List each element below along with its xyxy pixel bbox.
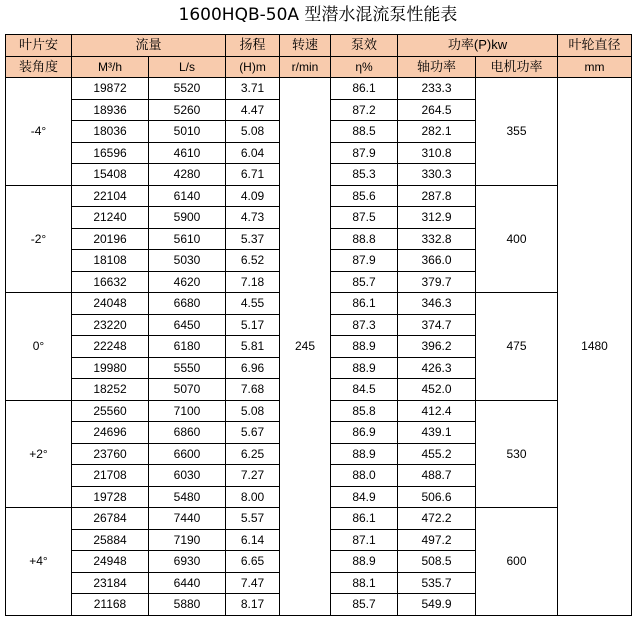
flow-ls-cell: 5550 bbox=[149, 357, 226, 379]
flow-m3h-cell: 16596 bbox=[72, 142, 149, 164]
flow-ls-cell: 5030 bbox=[149, 250, 226, 272]
shaft-power-cell: 396.2 bbox=[398, 336, 476, 358]
flow-ls-cell: 6930 bbox=[149, 551, 226, 573]
flow-ls-cell: 4620 bbox=[149, 271, 226, 293]
header-head: 扬程 bbox=[226, 35, 280, 57]
efficiency-cell: 85.8 bbox=[331, 400, 398, 422]
header-head-unit: (H)m bbox=[226, 56, 280, 78]
flow-ls-cell: 6860 bbox=[149, 422, 226, 444]
shaft-power-cell: 455.2 bbox=[398, 443, 476, 465]
efficiency-cell: 87.1 bbox=[331, 529, 398, 551]
efficiency-cell: 86.1 bbox=[331, 293, 398, 315]
shaft-power-cell: 452.0 bbox=[398, 379, 476, 401]
shaft-power-cell: 312.9 bbox=[398, 207, 476, 229]
head-cell: 8.00 bbox=[226, 486, 280, 508]
shaft-power-cell: 264.5 bbox=[398, 99, 476, 121]
shaft-power-cell: 330.3 bbox=[398, 164, 476, 186]
flow-m3h-cell: 18936 bbox=[72, 99, 149, 121]
head-cell: 4.55 bbox=[226, 293, 280, 315]
flow-m3h-cell: 23220 bbox=[72, 314, 149, 336]
shaft-power-cell: 497.2 bbox=[398, 529, 476, 551]
efficiency-cell: 87.9 bbox=[331, 250, 398, 272]
flow-m3h-cell: 19872 bbox=[72, 78, 149, 100]
flow-m3h-cell: 15408 bbox=[72, 164, 149, 186]
head-cell: 3.71 bbox=[226, 78, 280, 100]
header-blade-angle-2: 装角度 bbox=[6, 56, 72, 78]
header-flow: 流量 bbox=[72, 35, 226, 57]
flow-ls-cell: 4610 bbox=[149, 142, 226, 164]
efficiency-cell: 87.5 bbox=[331, 207, 398, 229]
flow-ls-cell: 6680 bbox=[149, 293, 226, 315]
shaft-power-cell: 412.4 bbox=[398, 400, 476, 422]
shaft-power-cell: 535.7 bbox=[398, 572, 476, 594]
blade-angle-cell: +2° bbox=[6, 400, 72, 508]
shaft-power-cell: 439.1 bbox=[398, 422, 476, 444]
header-blade-angle: 叶片安 bbox=[6, 35, 72, 57]
efficiency-cell: 86.1 bbox=[331, 508, 398, 530]
blade-angle-cell: -2° bbox=[6, 185, 72, 293]
flow-ls-cell: 5520 bbox=[149, 78, 226, 100]
efficiency-cell: 86.9 bbox=[331, 422, 398, 444]
flow-ls-cell: 7440 bbox=[149, 508, 226, 530]
shaft-power-cell: 488.7 bbox=[398, 465, 476, 487]
head-cell: 5.08 bbox=[226, 400, 280, 422]
speed-cell: 245 bbox=[280, 78, 331, 616]
head-cell: 6.96 bbox=[226, 357, 280, 379]
motor-power-cell: 530 bbox=[476, 400, 558, 508]
head-cell: 6.14 bbox=[226, 529, 280, 551]
efficiency-cell: 86.1 bbox=[331, 78, 398, 100]
head-cell: 4.73 bbox=[226, 207, 280, 229]
flow-m3h-cell: 18108 bbox=[72, 250, 149, 272]
header-speed: 转速 bbox=[280, 35, 331, 57]
flow-m3h-cell: 23184 bbox=[72, 572, 149, 594]
efficiency-cell: 87.9 bbox=[331, 142, 398, 164]
performance-table bbox=[5, 34, 632, 616]
efficiency-cell: 87.3 bbox=[331, 314, 398, 336]
flow-m3h-cell: 22104 bbox=[72, 185, 149, 207]
head-cell: 5.67 bbox=[226, 422, 280, 444]
efficiency-cell: 84.9 bbox=[331, 486, 398, 508]
shaft-power-cell: 508.5 bbox=[398, 551, 476, 573]
header-speed-unit: r/min bbox=[280, 56, 331, 78]
efficiency-cell: 88.1 bbox=[331, 572, 398, 594]
header-motor-power: 电机功率 bbox=[476, 56, 558, 78]
blade-angle-cell: +4° bbox=[6, 508, 72, 616]
efficiency-cell: 84.5 bbox=[331, 379, 398, 401]
flow-ls-cell: 6140 bbox=[149, 185, 226, 207]
flow-m3h-cell: 24048 bbox=[72, 293, 149, 315]
shaft-power-cell: 332.8 bbox=[398, 228, 476, 250]
header-efficiency-unit: η% bbox=[331, 56, 398, 78]
head-cell: 4.47 bbox=[226, 99, 280, 121]
motor-power-cell: 475 bbox=[476, 293, 558, 401]
flow-m3h-cell: 21240 bbox=[72, 207, 149, 229]
flow-m3h-cell: 18252 bbox=[72, 379, 149, 401]
header-flow-m3h: M³/h bbox=[72, 56, 149, 78]
flow-ls-cell: 6450 bbox=[149, 314, 226, 336]
flow-m3h-cell: 23760 bbox=[72, 443, 149, 465]
head-cell: 5.37 bbox=[226, 228, 280, 250]
head-cell: 6.71 bbox=[226, 164, 280, 186]
blade-angle-cell: 0° bbox=[6, 293, 72, 401]
shaft-power-cell: 506.6 bbox=[398, 486, 476, 508]
flow-m3h-cell: 25884 bbox=[72, 529, 149, 551]
flow-ls-cell: 5880 bbox=[149, 594, 226, 616]
flow-ls-cell: 5610 bbox=[149, 228, 226, 250]
shaft-power-cell: 472.2 bbox=[398, 508, 476, 530]
flow-ls-cell: 5900 bbox=[149, 207, 226, 229]
flow-m3h-cell: 16632 bbox=[72, 271, 149, 293]
head-cell: 5.17 bbox=[226, 314, 280, 336]
flow-ls-cell: 7100 bbox=[149, 400, 226, 422]
head-cell: 6.52 bbox=[226, 250, 280, 272]
header-flow-ls: L/s bbox=[149, 56, 226, 78]
head-cell: 6.25 bbox=[226, 443, 280, 465]
flow-m3h-cell: 26784 bbox=[72, 508, 149, 530]
head-cell: 7.68 bbox=[226, 379, 280, 401]
efficiency-cell: 85.3 bbox=[331, 164, 398, 186]
flow-ls-cell: 7190 bbox=[149, 529, 226, 551]
head-cell: 8.17 bbox=[226, 594, 280, 616]
flow-m3h-cell: 18036 bbox=[72, 121, 149, 143]
motor-power-cell: 400 bbox=[476, 185, 558, 293]
shaft-power-cell: 549.9 bbox=[398, 594, 476, 616]
impeller-diameter-cell: 1480 bbox=[558, 78, 632, 616]
flow-m3h-cell: 24696 bbox=[72, 422, 149, 444]
shaft-power-cell: 310.8 bbox=[398, 142, 476, 164]
table-title: 1600HQB-50A 型潜水混流泵性能表 bbox=[178, 5, 458, 25]
head-cell: 7.18 bbox=[226, 271, 280, 293]
flow-m3h-cell: 19980 bbox=[72, 357, 149, 379]
efficiency-cell: 88.9 bbox=[331, 357, 398, 379]
motor-power-cell: 600 bbox=[476, 508, 558, 616]
flow-ls-cell: 4280 bbox=[149, 164, 226, 186]
head-cell: 6.65 bbox=[226, 551, 280, 573]
table-body bbox=[6, 78, 632, 616]
shaft-power-cell: 366.0 bbox=[398, 250, 476, 272]
shaft-power-cell: 374.7 bbox=[398, 314, 476, 336]
flow-ls-cell: 6030 bbox=[149, 465, 226, 487]
shaft-power-cell: 282.1 bbox=[398, 121, 476, 143]
flow-ls-cell: 6600 bbox=[149, 443, 226, 465]
shaft-power-cell: 346.3 bbox=[398, 293, 476, 315]
head-cell: 5.57 bbox=[226, 508, 280, 530]
flow-ls-cell: 6180 bbox=[149, 336, 226, 358]
head-cell: 4.09 bbox=[226, 185, 280, 207]
efficiency-cell: 85.7 bbox=[331, 594, 398, 616]
head-cell: 5.81 bbox=[226, 336, 280, 358]
header-shaft-power: 轴功率 bbox=[398, 56, 476, 78]
shaft-power-cell: 287.8 bbox=[398, 185, 476, 207]
head-cell: 6.04 bbox=[226, 142, 280, 164]
header-efficiency: 泵效 bbox=[331, 35, 398, 57]
flow-ls-cell: 5070 bbox=[149, 379, 226, 401]
efficiency-cell: 85.6 bbox=[331, 185, 398, 207]
shaft-power-cell: 233.3 bbox=[398, 78, 476, 100]
efficiency-cell: 85.7 bbox=[331, 271, 398, 293]
header-impeller-diameter: 叶轮直径 bbox=[558, 35, 632, 57]
flow-ls-cell: 5010 bbox=[149, 121, 226, 143]
flow-m3h-cell: 24948 bbox=[72, 551, 149, 573]
flow-m3h-cell: 20196 bbox=[72, 228, 149, 250]
flow-ls-cell: 6440 bbox=[149, 572, 226, 594]
efficiency-cell: 88.8 bbox=[331, 228, 398, 250]
efficiency-cell: 87.2 bbox=[331, 99, 398, 121]
flow-m3h-cell: 19728 bbox=[72, 486, 149, 508]
efficiency-cell: 88.0 bbox=[331, 465, 398, 487]
shaft-power-cell: 426.3 bbox=[398, 357, 476, 379]
header-impeller-unit: mm bbox=[558, 56, 632, 78]
shaft-power-cell: 379.7 bbox=[398, 271, 476, 293]
efficiency-cell: 88.9 bbox=[331, 551, 398, 573]
head-cell: 7.47 bbox=[226, 572, 280, 594]
blade-angle-cell: -4° bbox=[6, 78, 72, 186]
flow-ls-cell: 5480 bbox=[149, 486, 226, 508]
table-header bbox=[6, 35, 632, 78]
efficiency-cell: 88.5 bbox=[331, 121, 398, 143]
head-cell: 5.08 bbox=[226, 121, 280, 143]
efficiency-cell: 88.9 bbox=[331, 336, 398, 358]
head-cell: 7.27 bbox=[226, 465, 280, 487]
table-row bbox=[6, 78, 632, 100]
motor-power-cell: 355 bbox=[476, 78, 558, 186]
header-power: 功率(P)kw bbox=[398, 35, 558, 57]
flow-ls-cell: 5260 bbox=[149, 99, 226, 121]
flow-m3h-cell: 21168 bbox=[72, 594, 149, 616]
flow-m3h-cell: 21708 bbox=[72, 465, 149, 487]
flow-m3h-cell: 22248 bbox=[72, 336, 149, 358]
efficiency-cell: 88.9 bbox=[331, 443, 398, 465]
flow-m3h-cell: 25560 bbox=[72, 400, 149, 422]
